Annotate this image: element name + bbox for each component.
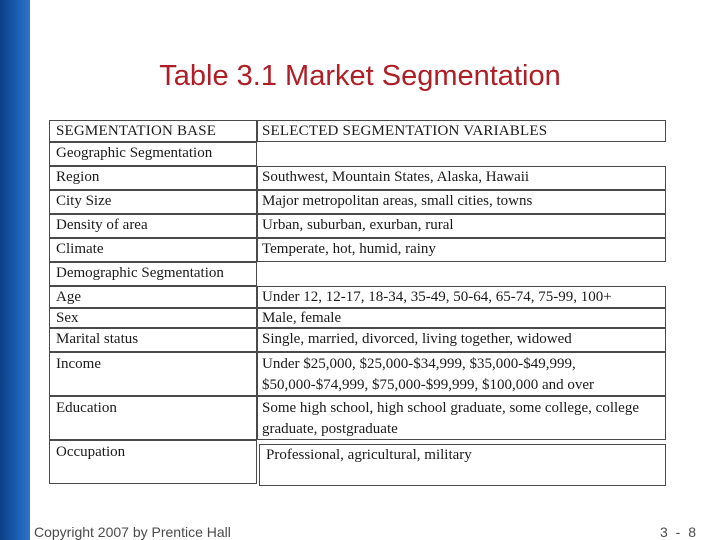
row-variables-cell: Southwest, Mountain States, Alaska, Hawaii [257, 166, 666, 190]
row-variables-cell: Professional, agricultural, military [259, 444, 666, 486]
row-variables-cell: Under $25,000, $25,000-$34,999, $35,000-$49,999, $50,000-$74,999, $75,000-$99,999, $100,000 and over [257, 352, 666, 396]
page-number: 3 - 8 [659, 524, 698, 540]
header-segmentation-base: SEGMENTATION BASE [49, 120, 257, 142]
copyright-text: Copyright 2007 by Prentice Hall [34, 524, 231, 540]
row-base-cell: Education [49, 396, 257, 440]
segmentation-table [49, 120, 666, 484]
row-variables-cell: Temperate, hot, humid, rainy [257, 238, 666, 262]
slide-title: Table 3.1 Market Segmentation [159, 60, 561, 92]
row-base-cell: Income [49, 352, 257, 396]
row-base-cell: Occupation [49, 440, 257, 484]
row-base-cell: Region [49, 166, 257, 190]
row-base-cell: Density of area [49, 214, 257, 238]
row-variables-cell: Major metropolitan areas, small cities, towns [257, 190, 666, 214]
row-variables-cell: Male, female [257, 308, 666, 328]
row-base-cell: Sex [49, 308, 257, 328]
row-variables-cell: Some high school, high school graduate, some college, college graduate, postgraduate [257, 396, 666, 440]
row-base-cell: Age [49, 286, 257, 308]
row-variables-cell: Single, married, divorced, living together, widowed [257, 328, 666, 352]
row-variables-cell: Under 12, 12-17, 18-34, 35-49, 50-64, 65-74, 75-99, 100+ [257, 286, 666, 308]
row-base-cell: Marital status [49, 328, 257, 352]
row-base-cell: Demographic Segmentation [49, 262, 257, 286]
row-variables-cell: Urban, suburban, exurban, rural [257, 214, 666, 238]
header-segmentation-variables: SELECTED SEGMENTATION VARIABLES [257, 120, 666, 142]
row-base-cell: City Size [49, 190, 257, 214]
row-base-cell: Geographic Segmentation [49, 142, 257, 166]
row-base-cell: Climate [49, 238, 257, 262]
